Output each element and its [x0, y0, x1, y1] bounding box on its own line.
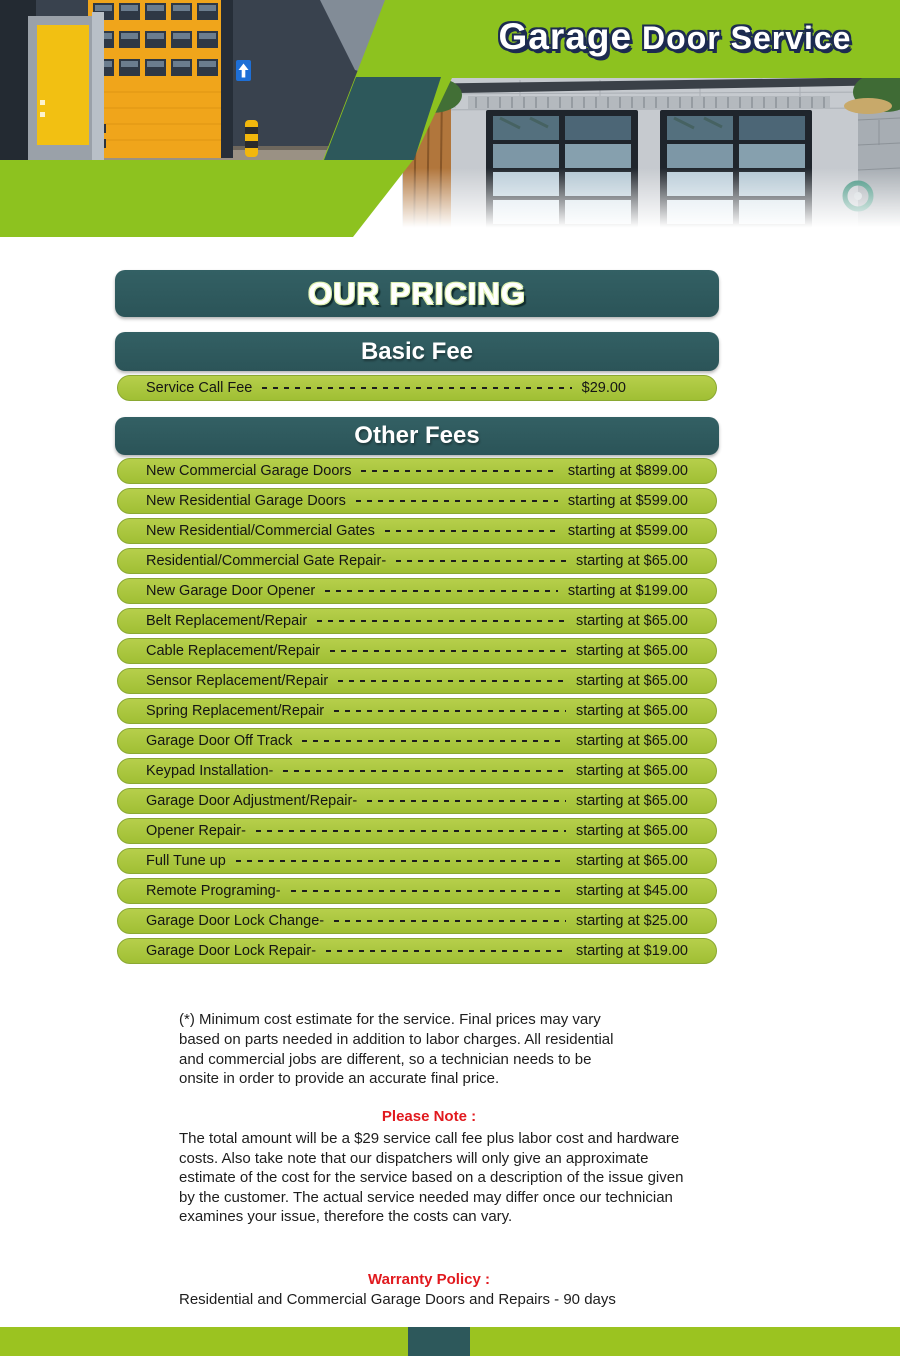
fee-row: [117, 818, 717, 844]
fee-price: starting at $65.00: [575, 823, 688, 839]
dash-leader: [236, 860, 566, 862]
fee-label: New Residential/Commercial Gates: [146, 523, 375, 539]
disclaimer-text: (*) Minimum cost estimate for the service. Final prices may vary based on parts needed in addition to labor charges. All residential and commercial jobs are different, so a technician needs to be onsite in order to provide an accurate final price.: [179, 1011, 614, 1088]
dash-leader: [396, 560, 566, 562]
fee-price: starting at $65.00: [575, 553, 688, 569]
fee-label: New Residential Garage Doors: [146, 493, 346, 509]
fee-row: [117, 728, 717, 754]
fee-row: [117, 518, 717, 544]
dash-leader: [317, 620, 566, 622]
page-title: [460, 16, 890, 58]
dash-leader: [356, 500, 558, 502]
dash-leader: [338, 680, 566, 682]
other-fees-heading-bar: [115, 417, 719, 455]
dash-leader: [361, 470, 557, 472]
fee-label: Opener Repair-: [146, 823, 246, 839]
hero-header: [0, 0, 900, 240]
fee-label: Residential/Commercial Gate Repair-: [146, 553, 387, 569]
fee-price: starting at $65.00: [575, 733, 688, 749]
fee-label: Garage Door Adjustment/Repair-: [146, 793, 358, 809]
pricing-title: OUR PRICING: [308, 275, 526, 311]
fee-label: Garage Door Off Track: [146, 733, 293, 749]
fee-row: [117, 668, 717, 694]
fee-price: starting at $199.00: [567, 583, 688, 599]
fee-price: starting at $65.00: [575, 673, 688, 689]
fee-price: starting at $65.00: [575, 763, 688, 779]
fee-price: starting at $19.00: [575, 943, 688, 959]
dash-leader: [330, 650, 566, 652]
dash-leader: [334, 710, 566, 712]
dash-leader: [302, 740, 566, 742]
warranty-policy-body: Residential and Commercial Garage Doors and Repairs - 90 days: [179, 1291, 616, 1308]
fee-label: New Garage Door Opener: [146, 583, 316, 599]
fee-price: starting at $25.00: [575, 913, 688, 929]
dash-leader: [262, 387, 571, 389]
fee-row: [117, 375, 717, 401]
fee-row: [117, 608, 717, 634]
fee-row: [117, 578, 717, 604]
dash-leader: [256, 830, 566, 832]
title-words-door-service: Door Service: [642, 20, 852, 56]
basic-fee-heading-bar: [115, 332, 719, 371]
pricing-title-bar: [115, 270, 719, 317]
warranty-policy-heading: Warranty Policy :: [368, 1271, 490, 1288]
fee-row: [117, 878, 717, 904]
green-band-shape: [0, 160, 413, 237]
other-fees-rows: [117, 458, 717, 964]
fee-row: [117, 848, 717, 874]
fee-row: [117, 938, 717, 964]
fee-label: Belt Replacement/Repair: [146, 613, 308, 629]
fee-row: [117, 458, 717, 484]
fee-label: Remote Programing-: [146, 883, 281, 899]
fee-label: New Commercial Garage Doors: [146, 463, 352, 479]
fee-price: starting at $599.00: [567, 493, 688, 509]
fee-label: Garage Door Lock Repair-: [146, 943, 317, 959]
dash-leader: [326, 950, 566, 952]
fee-row: [117, 908, 717, 934]
dash-leader: [334, 920, 566, 922]
footer-bar: [0, 1327, 900, 1356]
fee-label: Cable Replacement/Repair: [146, 643, 321, 659]
fee-row: [117, 758, 717, 784]
fee-price: starting at $899.00: [567, 463, 688, 479]
fee-price: starting at $65.00: [575, 853, 688, 869]
fee-row: [117, 488, 717, 514]
please-note-body: The total amount will be a $29 service call fee plus labor cost and hardware costs. Also take note that our dispatchers will only give an approximate estimate of the cost for the service based on a description of the issue given by the customer. The actual service needed may differ once our technician examines your issue, therefore the costs can vary.: [179, 1130, 684, 1226]
dash-leader: [367, 800, 566, 802]
other-fees-heading: Other Fees: [354, 422, 480, 449]
fee-price: starting at $45.00: [575, 883, 688, 899]
fee-label: Service Call Fee: [146, 380, 253, 396]
dash-leader: [283, 770, 566, 772]
fee-label: Spring Replacement/Repair: [146, 703, 325, 719]
fee-row: [117, 788, 717, 814]
dash-leader: [385, 530, 558, 532]
fee-row: [117, 698, 717, 724]
basic-fee-rows: [117, 375, 717, 401]
fee-price: starting at $599.00: [567, 523, 688, 539]
fee-price: starting at $65.00: [575, 793, 688, 809]
fee-price: starting at $65.00: [575, 613, 688, 629]
fee-label: Garage Door Lock Change-: [146, 913, 325, 929]
fee-label: Keypad Installation-: [146, 763, 274, 779]
footer-accent-square: [408, 1327, 470, 1356]
title-word-garage: Garage: [498, 16, 633, 57]
residential-garage-photo: [395, 72, 900, 238]
please-note-heading: Please Note :: [381, 1108, 477, 1125]
fee-label: Full Tune up: [146, 853, 226, 869]
fee-price: $29.00: [581, 380, 626, 396]
fee-price: starting at $65.00: [575, 703, 688, 719]
basic-fee-heading: Basic Fee: [360, 337, 474, 365]
dash-leader: [325, 590, 558, 592]
dash-leader: [291, 890, 566, 892]
fee-row: [117, 638, 717, 664]
fee-label: Sensor Replacement/Repair: [146, 673, 329, 689]
fee-row: [117, 548, 717, 574]
fee-price: starting at $65.00: [575, 643, 688, 659]
